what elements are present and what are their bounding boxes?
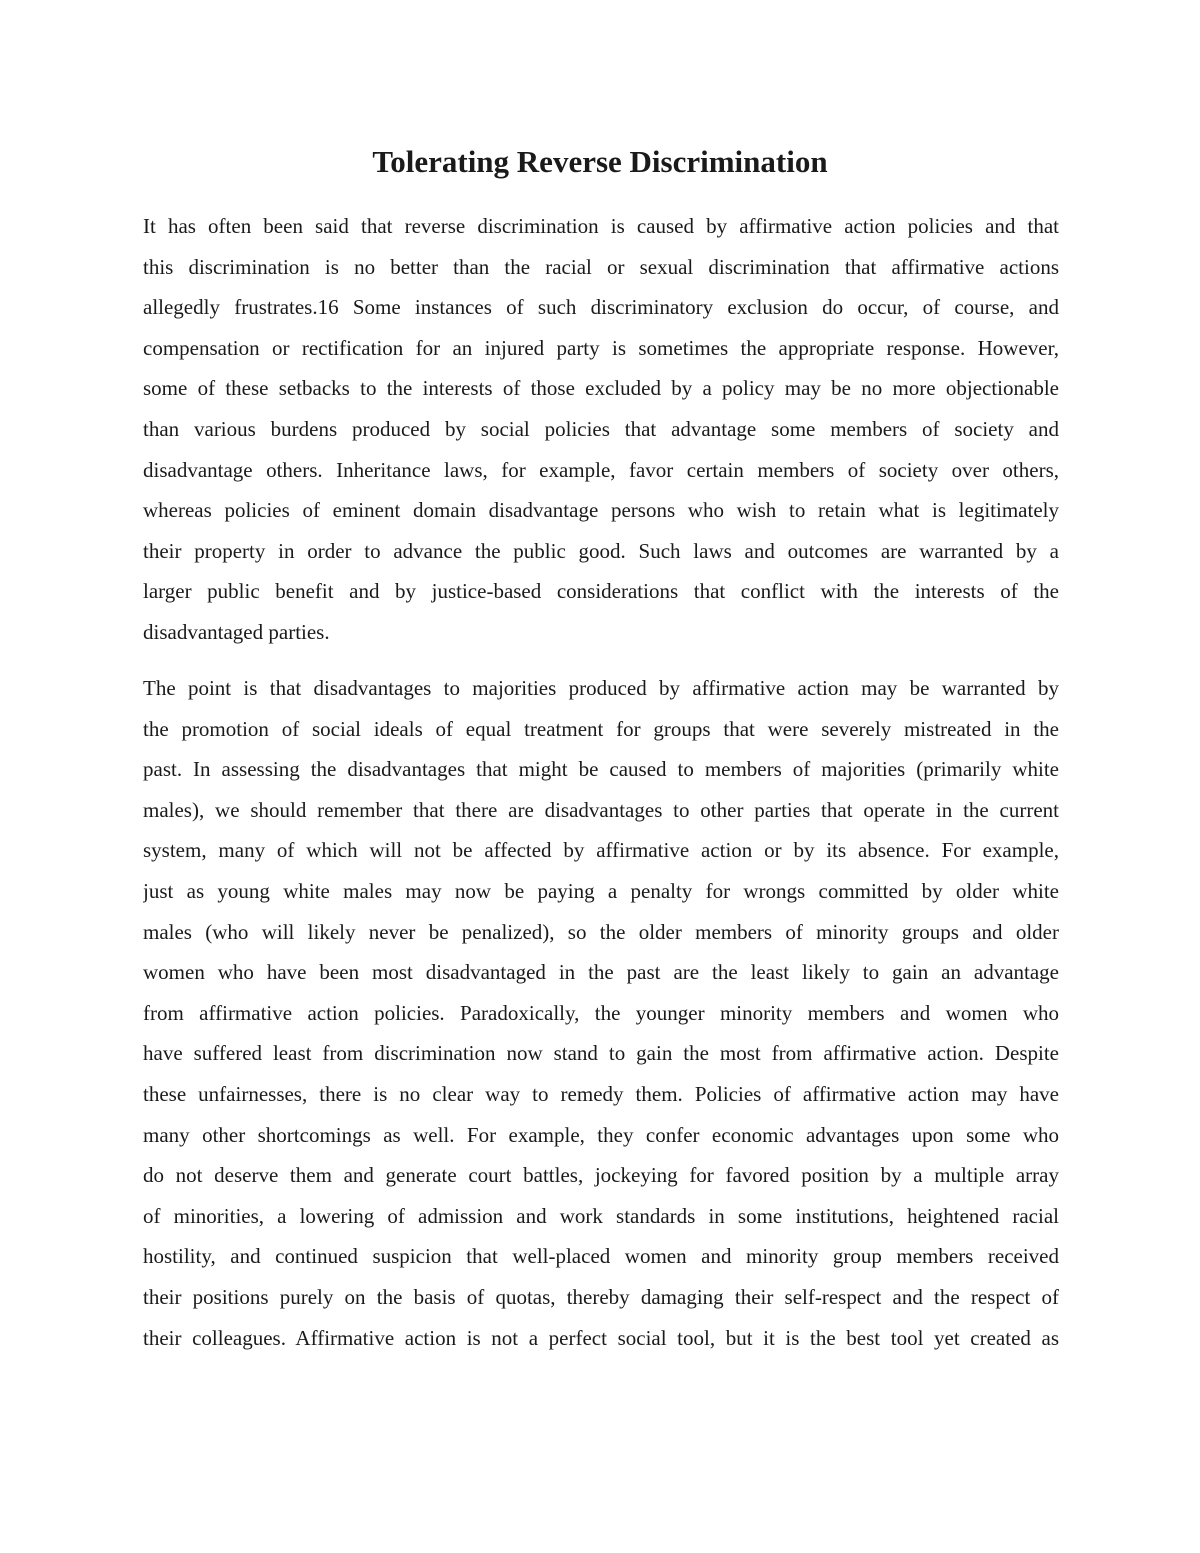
- paragraph-1: [143, 206, 1059, 653]
- paragraph-line: whereas policies of eminent domain disadvantage persons who wish to retain what is legitimately: [143, 498, 1059, 523]
- paragraph-line: have suffered least from discrimination now stand to gain the most from affirmative action. Despite: [143, 1041, 1059, 1066]
- paragraph-line: males), we should remember that there are disadvantages to other parties that operate in the current: [143, 797, 1059, 822]
- paragraph-line: system, many of which will not be affected by affirmative action or by its absence. For example,: [143, 838, 1059, 863]
- paragraph-line: males (who will likely never be penalized), so the older members of minority groups and older: [143, 919, 1059, 944]
- paragraph-line: hostility, and continued suspicion that well-placed women and minority group members received: [143, 1244, 1059, 1269]
- paragraph-line: these unfairnesses, there is no clear way to remedy them. Policies of affirmative action may have: [143, 1081, 1059, 1106]
- paragraph-line: this discrimination is no better than the racial or sexual discrimination that affirmative actions: [143, 254, 1059, 279]
- paragraph-2: [143, 668, 1059, 1358]
- paragraph-line: of minorities, a lowering of admission and work standards in some institutions, heightened racial: [143, 1203, 1059, 1228]
- paragraph-line: It has often been said that reverse discrimination is caused by affirmative action policies and that: [143, 214, 1059, 238]
- paragraph-line: compensation or rectification for an injured party is sometimes the appropriate response. However,: [143, 335, 1059, 360]
- paragraph-line: The point is that disadvantages to majorities produced by affirmative action may be warranted by: [143, 676, 1059, 700]
- paragraph-line: some of these setbacks to the interests of those excluded by a policy may be no more objectionable: [143, 376, 1059, 401]
- paragraph-line: from affirmative action policies. Paradoxically, the younger minority members and women who: [143, 1000, 1059, 1025]
- paragraph-line: disadvantage others. Inheritance laws, for example, favor certain members of society over others,: [143, 457, 1059, 482]
- paragraph-line: do not deserve them and generate court battles, jockeying for favored position by a multiple array: [143, 1163, 1059, 1188]
- paragraph-line: than various burdens produced by social policies that advantage some members of society and: [143, 416, 1059, 441]
- paragraph-line: women who have been most disadvantaged in the past are the least likely to gain an advantage: [143, 960, 1059, 985]
- paragraph-line: allegedly frustrates.16 Some instances of such discriminatory exclusion do occur, of course, and: [143, 295, 1059, 320]
- paragraph-line: larger public benefit and by justice-based considerations that conflict with the interests of the: [143, 579, 1059, 604]
- document-title: Tolerating Reverse Discrimination: [372, 144, 828, 179]
- paragraph-line: past. In assessing the disadvantages that might be caused to members of majorities (primarily white: [143, 757, 1059, 782]
- paragraph-line: their colleagues. Affirmative action is not a perfect social tool, but it is the best tool yet created as: [143, 1325, 1059, 1350]
- paragraph-line: the promotion of social ideals of equal treatment for groups that were severely mistreated in the: [143, 716, 1059, 741]
- paragraph-line: their positions purely on the basis of quotas, thereby damaging their self-respect and the respect of: [143, 1284, 1059, 1309]
- paragraph-line: many other shortcomings as well. For example, they confer economic advantages upon some who: [143, 1122, 1059, 1147]
- paragraph-line: just as young white males may now be paying a penalty for wrongs committed by older white: [143, 878, 1059, 903]
- paragraph-line: disadvantaged parties.: [143, 619, 330, 644]
- paragraph-line: their property in order to advance the public good. Such laws and outcomes are warranted by a: [143, 538, 1059, 563]
